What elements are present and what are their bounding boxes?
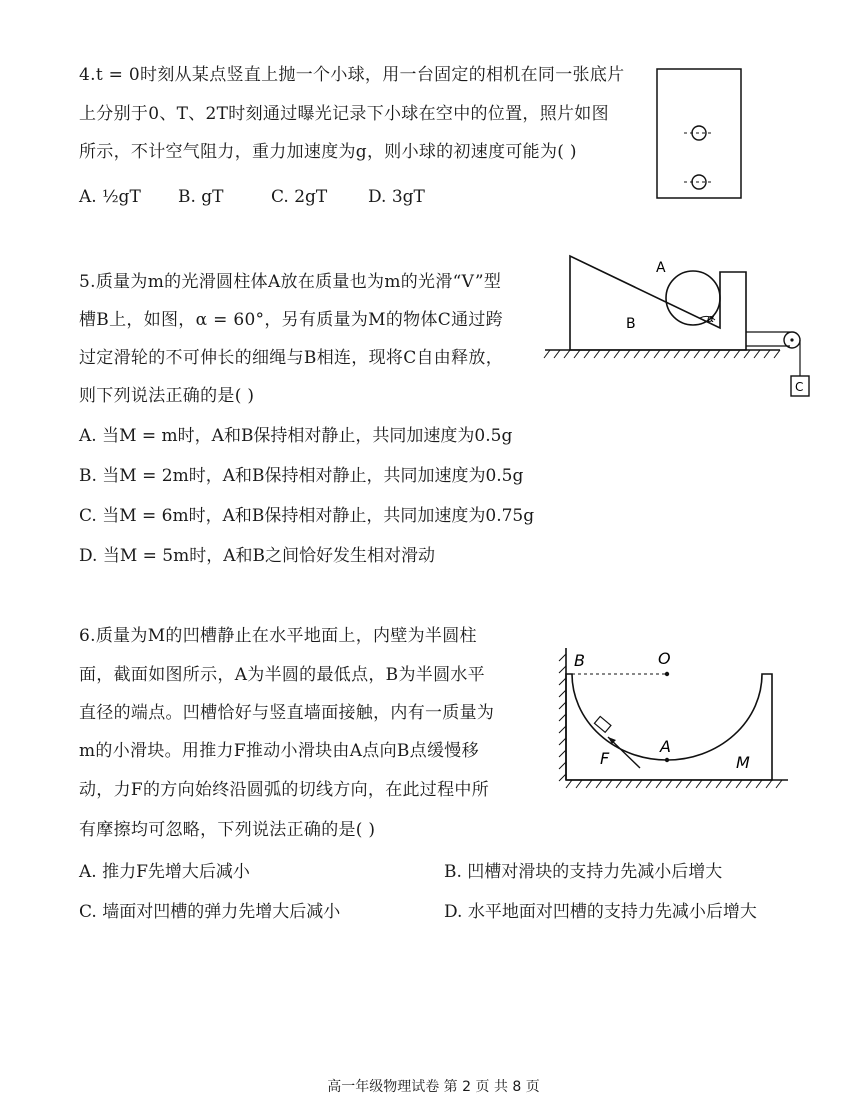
label-m: M (736, 753, 750, 772)
q6-option-c: C. 墙面对凹槽的弹力先增大后减小 (79, 902, 341, 922)
q4-option-a: A. ½gT (79, 187, 141, 207)
q4-option-c: C. 2gT (271, 187, 328, 207)
q4-option-d: D. 3gT (368, 187, 425, 207)
label-a: A (660, 737, 671, 756)
q6-line-5: 动，力F的方向始终沿圆弧的切线方向，在此过程中所 (79, 780, 489, 800)
label-o: O (658, 649, 671, 668)
q4-option-b: B. gT (178, 187, 224, 207)
label-alpha: α (707, 312, 715, 325)
q5-line-4: 则下列说法正确的是( ) (79, 386, 255, 406)
q5-option-d: D. 当M = 5m时，A和B之间恰好发生相对滑动 (79, 546, 435, 566)
q5-option-a: A. 当M = m时，A和B保持相对静止，共同加速度为0.5g (79, 426, 513, 446)
page-footer: 高一年级物理试卷 第 2 页 共 8 页 (327, 1079, 540, 1095)
q5-option-c: C. 当M = 6m时，A和B保持相对静止，共同加速度为0.75g (79, 506, 535, 526)
q6-option-b: B. 凹槽对滑块的支持力先减小后增大 (444, 862, 723, 882)
q4-photo-figure (656, 68, 742, 200)
q6-option-a: A. 推力F先增大后减小 (79, 862, 250, 882)
q6-line-3: 直径的端点。凹槽恰好与竖直墙面接触，内有一质量为 (79, 703, 495, 723)
q6-option-d: D. 水平地面对凹槽的支持力先减小后增大 (444, 902, 757, 922)
label-c: C (795, 380, 804, 394)
ground-hatching (566, 780, 782, 788)
q4-line-2: 上分别于0、T、2T时刻通过曝光记录下小球在空中的位置，照片如图 (79, 104, 609, 124)
q6-line-6: 有摩擦均可忽略，下列说法正确的是( ) (79, 820, 376, 840)
q5-line-1: 5.质量为m的光滑圆柱体A放在质量也为m的光滑“V”型 (79, 272, 502, 292)
label-f: F (600, 749, 610, 768)
q6-line-4: m的小滑块。用推力F推动小滑块由A点向B点缓慢移 (79, 741, 479, 761)
q6-line-1: 6.质量为M的凹槽静止在水平地面上，内壁为半圆柱 (79, 626, 477, 646)
q5-figure (540, 250, 820, 405)
point-a (665, 758, 669, 762)
label-b: B (574, 651, 585, 670)
label-a: A (656, 260, 666, 276)
q5-line-3: 过定滑轮的不可伸长的细绳与B相连，现将C自由释放， (79, 348, 503, 368)
wall-hatching (559, 654, 566, 781)
slider-block (594, 716, 611, 732)
pulley-axle (790, 338, 793, 341)
q6-figure (548, 640, 798, 800)
label-b: B (626, 316, 636, 332)
q5-line-2: 槽B上，如图，α = 60°，另有质量为M的物体C通过跨 (79, 310, 503, 330)
q4-line-3: 所示，不计空气阻力，重力加速度为g，则小球的初速度可能为( ) (79, 142, 577, 162)
ground-hatching (544, 350, 780, 358)
center-point-o (665, 672, 669, 676)
q5-option-b: B. 当M = 2m时，A和B保持相对静止，共同加速度为0.5g (79, 466, 524, 486)
q6-line-2: 面，截面如图所示，A为半圆的最低点，B为半圆水平 (79, 665, 485, 685)
q4-line-1: 4.t = 0时刻从某点竖直上抛一个小球，用一台固定的相机在同一张底片 (79, 65, 625, 85)
